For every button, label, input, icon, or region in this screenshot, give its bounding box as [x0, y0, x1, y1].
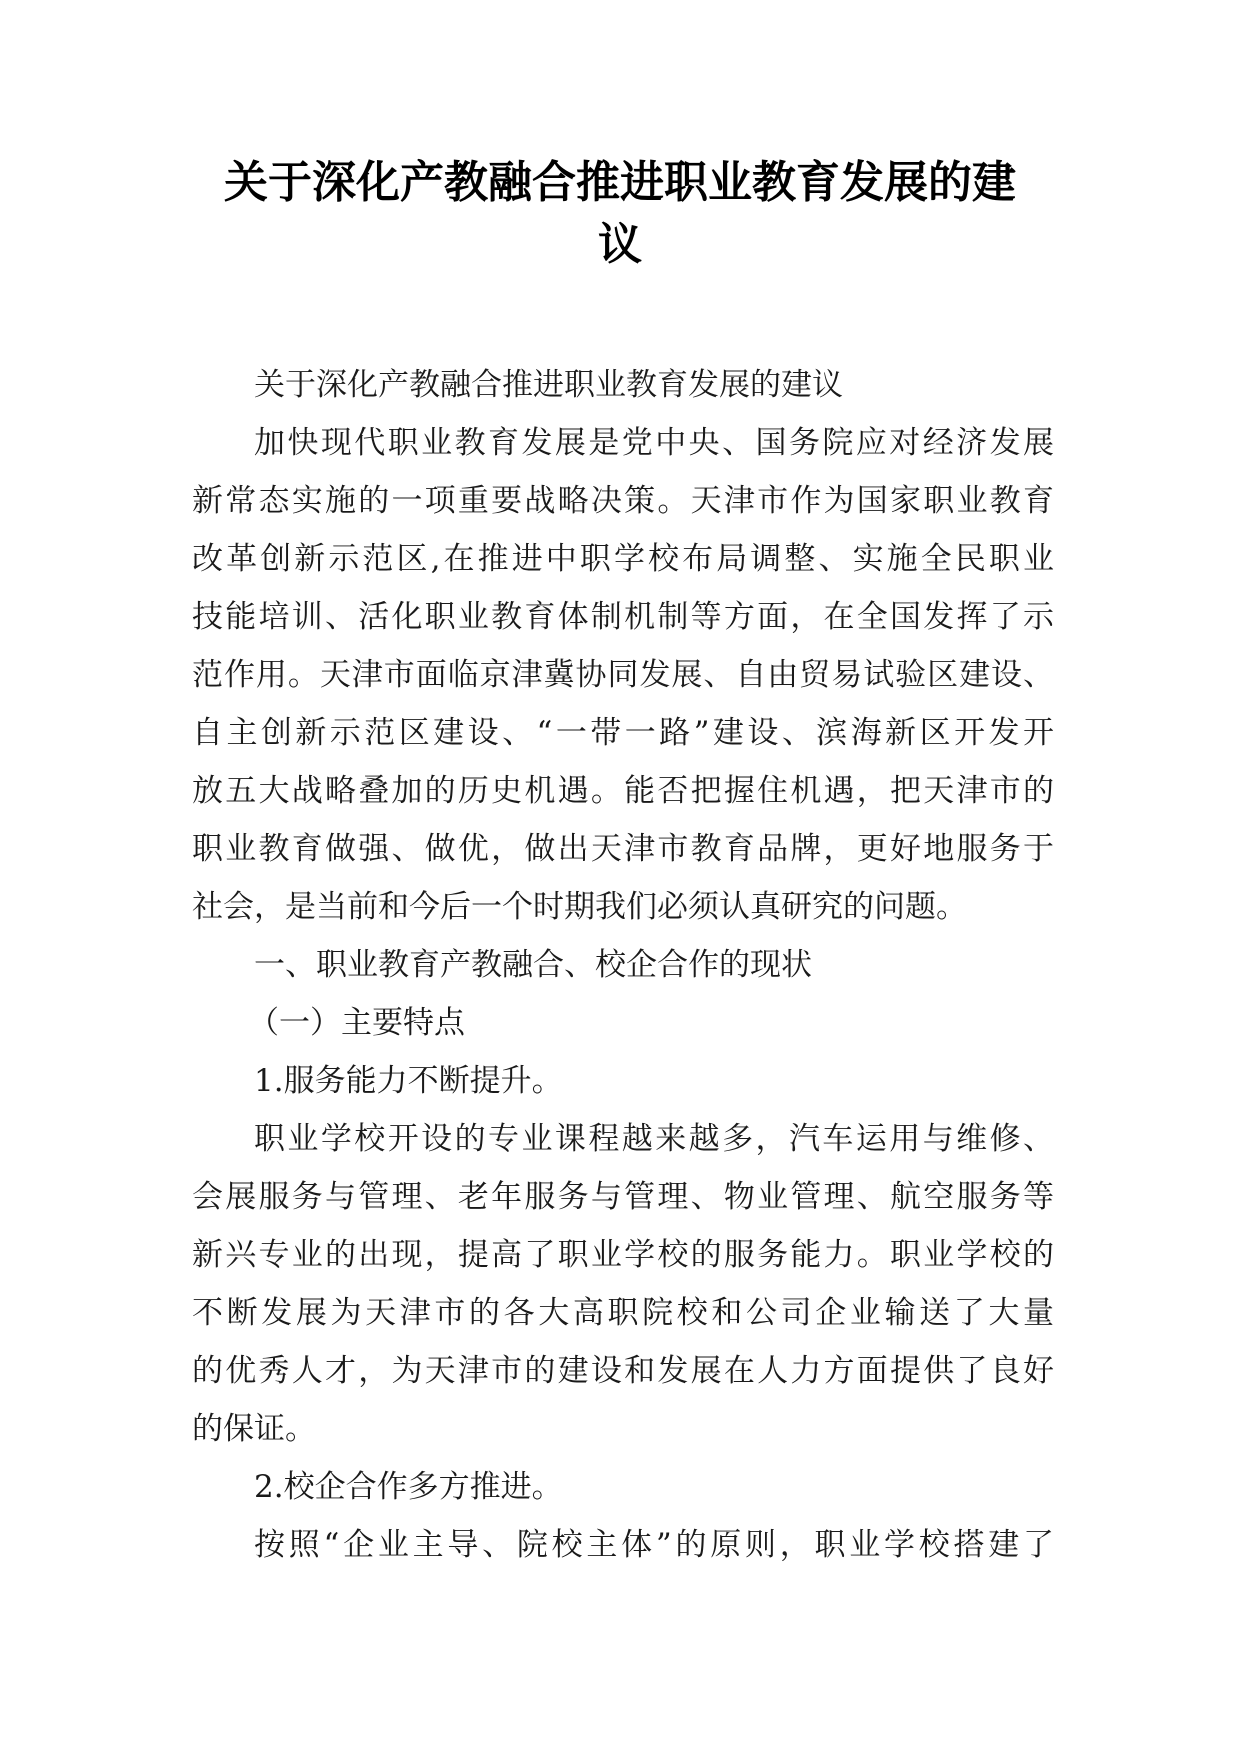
- paragraph-heading: 关于深化产教融合推进职业教育发展的建议: [254, 367, 843, 403]
- paragraph-line: 新兴专业的出现，提高了职业学校的服务能力。职业学校的: [192, 1237, 1054, 1273]
- item-heading: 2.校企合作多方推进。: [254, 1469, 563, 1505]
- paragraph-line: 职业教育做强、做优，做出天津市教育品牌，更好地服务于: [192, 831, 1054, 867]
- paragraph-line: 按照“企业主导、院校主体”的原则，职业学校搭建了: [254, 1527, 1054, 1563]
- paragraph-line: 放五大战略叠加的历史机遇。能否把握住机遇，把天津市的: [192, 773, 1054, 809]
- title-line-1: 关于深化产教融合推进职业教育发展的建: [224, 157, 1016, 208]
- paragraph-line: 的优秀人才，为天津市的建设和发展在人力方面提供了良好: [192, 1353, 1054, 1389]
- document-title: [190, 152, 1050, 276]
- subsection-heading: （一）主要特点: [248, 1005, 465, 1041]
- paragraph-line: 职业学校开设的专业课程越来越多，汽车运用与维修、: [254, 1121, 1054, 1157]
- paragraph-line: 不断发展为天津市的各大高职院校和公司企业输送了大量: [192, 1295, 1054, 1331]
- item-heading: 1.服务能力不断提升。: [254, 1063, 563, 1099]
- title-line-2: 议: [598, 219, 642, 270]
- paragraph-line: 改革创新示范区,在推进中职学校布局调整、实施全民职业: [192, 541, 1054, 577]
- paragraph-line: 的保证。: [192, 1411, 316, 1447]
- document-body: [192, 356, 1054, 1574]
- paragraph-line: 自主创新示范区建设、“一带一路”建设、滨海新区开发开: [192, 715, 1054, 751]
- paragraph-line: 会展服务与管理、老年服务与管理、物业管理、航空服务等: [192, 1179, 1054, 1215]
- paragraph-line: 加快现代职业教育发展是党中央、国务院应对经济发展: [254, 425, 1054, 461]
- paragraph-line: 技能培训、活化职业教育体制机制等方面，在全国发挥了示: [192, 599, 1054, 635]
- paragraph-line: 范作用。天津市面临京津冀协同发展、自由贸易试验区建设、: [192, 657, 1054, 693]
- paragraph-line: 社会，是当前和今后一个时期我们必须认真研究的问题。: [192, 889, 967, 925]
- paragraph-line: 新常态实施的一项重要战略决策。天津市作为国家职业教育: [192, 483, 1054, 519]
- section-heading: 一、职业教育产教融合、校企合作的现状: [254, 947, 812, 983]
